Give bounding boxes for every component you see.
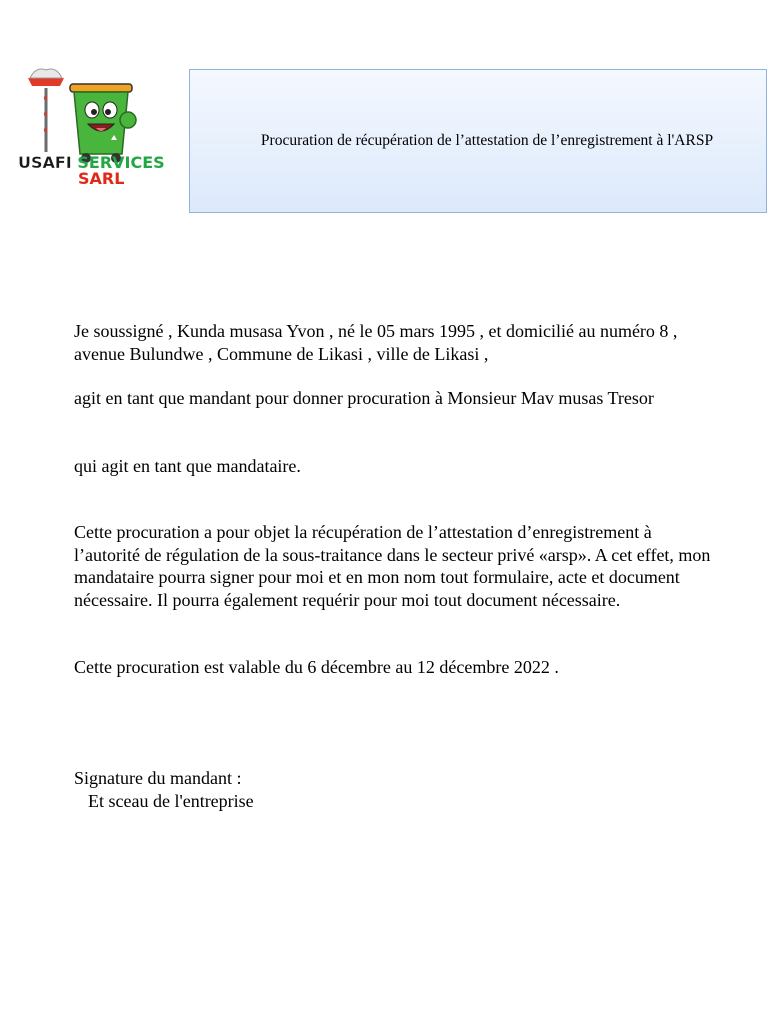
company-logo [16, 64, 184, 216]
paragraph-mandant: agit en tant que mandant pour donner procuration à Monsieur Mav musas Tresor [74, 388, 654, 408]
signature-label: Signature du mandant : [74, 768, 242, 788]
paragraph-mandataire: qui agit en tant que mandataire. [74, 456, 301, 476]
document-title: Procuration de récupération de l’attestation de l’enregistrement à l'ARSP [260, 132, 714, 149]
paragraph-object: Cette procuration a pour objet la récupération de l’attestation d’enregistrement à l’autorité de régulation de la sous-traitance dans le secteur privé «arsp». A cet effet, mon mandataire pourra signer pour moi et en mon nom tout formulaire, acte et document nécessaire. Il pourra également requérir pour moi tout document nécessaire. [74, 522, 711, 610]
title-box [189, 69, 767, 213]
trash-bin-mascot-icon [70, 84, 136, 163]
broom-icon [28, 69, 64, 152]
logo-word-services: SERVICES [77, 153, 165, 172]
paragraph-validity: Cette procuration est valable du 6 décembre au 12 décembre 2022 . [74, 657, 559, 677]
logo-graphic [16, 64, 184, 216]
logo-word-usafi: USAFI [18, 153, 72, 172]
logo-word-sarl: SARL [78, 169, 125, 188]
seal-label: Et sceau de l'entreprise [88, 791, 254, 811]
paragraph-identity: Je soussigné , Kunda musasa Yvon , né le 05 mars 1995 , et domicilié au numéro 8 , avenue Bulundwe , Commune de Likasi , ville de Likasi , [74, 321, 678, 364]
